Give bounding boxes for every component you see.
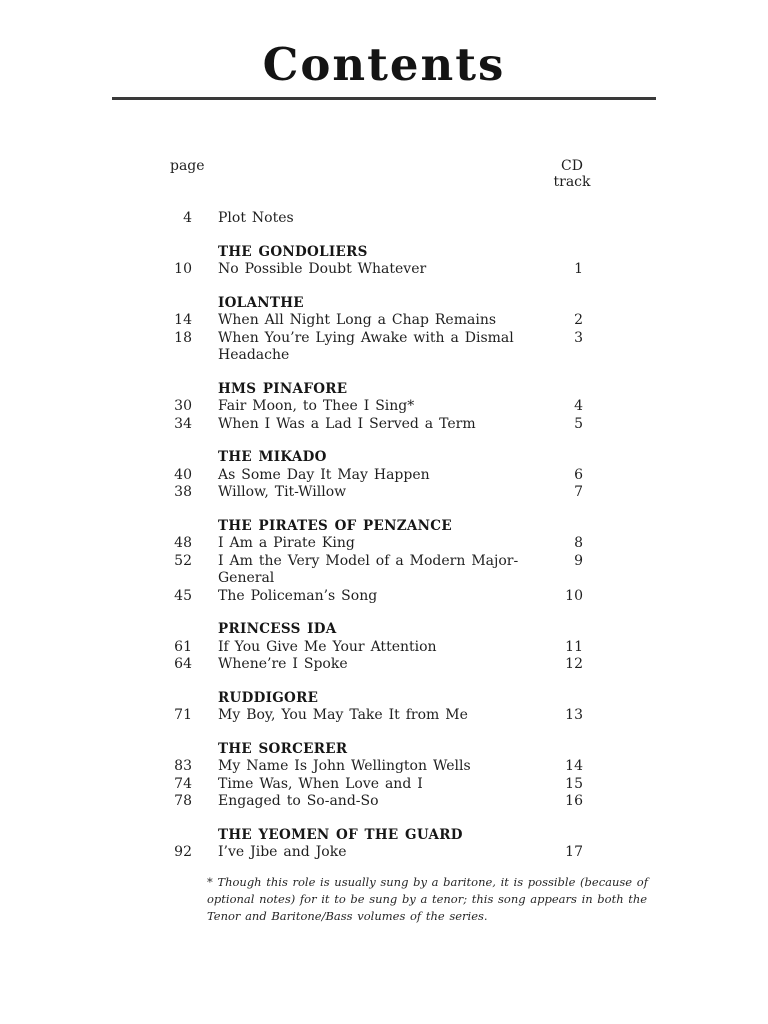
toc-row xyxy=(112,553,583,588)
toc-row xyxy=(112,330,583,365)
section-heading: THE MIKADO xyxy=(218,449,327,465)
footnote: * Though this role is usually sung by a baritone, it is possible (because of optional notes) for it to be sung by a tenor; this song appears in both the Tenor and Baritone/Bass volumes of the series. xyxy=(207,874,648,923)
page-number: 34 xyxy=(174,415,192,432)
toc-row xyxy=(112,467,583,485)
column-headers xyxy=(112,158,656,190)
section-heading: IOLANTHE xyxy=(218,294,304,311)
track-number: 13 xyxy=(565,707,583,723)
toc-row xyxy=(112,416,583,434)
track-number xyxy=(523,210,583,228)
song-title: When I Was a Lad I Served a Term xyxy=(218,415,476,432)
section-heading: RUDDIGORE xyxy=(218,689,319,706)
song-title: I Am a Pirate King xyxy=(218,535,355,551)
section-heading: HMS PINAFORE xyxy=(218,380,348,397)
song-title: Engaged to So-and-So xyxy=(218,793,379,809)
toc-row xyxy=(112,776,583,794)
toc-section xyxy=(112,381,583,434)
track-number: 7 xyxy=(574,484,583,500)
track-number: 8 xyxy=(574,535,583,551)
toc-row xyxy=(112,639,583,657)
page-number: 64 xyxy=(174,656,192,672)
toc-section xyxy=(112,210,583,228)
track-number: 15 xyxy=(565,775,583,792)
toc-section xyxy=(112,621,583,674)
page-number: 61 xyxy=(174,638,192,655)
section-heading: THE PIRATES OF PENZANCE xyxy=(218,517,452,534)
page-number: 30 xyxy=(174,398,192,414)
toc-row xyxy=(112,656,583,674)
song-title: When All Night Long a Chap Remains xyxy=(218,312,497,328)
track-number: 4 xyxy=(574,398,583,414)
toc-content xyxy=(112,158,656,925)
song-title: No Possible Doubt Whatever xyxy=(218,261,427,277)
song-title: Whene’re I Spoke xyxy=(218,656,348,672)
song-title: Willow, Tit-Willow xyxy=(218,484,347,500)
toc-row xyxy=(112,707,583,725)
track-number: 17 xyxy=(565,844,583,860)
section-heading: THE YEOMEN OF THE GUARD xyxy=(218,826,463,843)
song-title: As Some Day It May Happen xyxy=(218,466,430,483)
section-heading: THE SORCERER xyxy=(218,740,348,757)
toc-section xyxy=(112,690,583,725)
page-number: 40 xyxy=(174,466,192,483)
toc-row xyxy=(112,312,583,330)
page-number: 83 xyxy=(174,758,192,774)
toc-section xyxy=(112,827,583,862)
toc-row xyxy=(112,535,583,553)
song-title: My Boy, You May Take It from Me xyxy=(218,707,468,723)
page-number: 52 xyxy=(174,552,192,569)
toc-row xyxy=(112,398,583,416)
track-number: 16 xyxy=(565,793,583,809)
toc-listing xyxy=(112,210,583,862)
page-number: 38 xyxy=(174,484,192,500)
toc-row xyxy=(112,484,583,502)
section-heading: PRINCESS IDA xyxy=(218,621,337,637)
track-number: 5 xyxy=(574,415,583,432)
cd-track-column-header xyxy=(542,158,602,190)
song-title: The Policeman’s Song xyxy=(218,587,378,604)
track-label: track xyxy=(553,174,591,190)
song-title: Fair Moon, to Thee I Sing* xyxy=(218,398,415,414)
song-title: Plot Notes xyxy=(218,210,294,226)
track-number: 10 xyxy=(565,587,583,604)
track-number: 11 xyxy=(565,638,583,655)
page-number: 45 xyxy=(174,587,192,604)
song-title: My Name Is John Wellington Wells xyxy=(218,758,471,774)
track-number: 14 xyxy=(565,758,583,774)
toc-section xyxy=(112,295,583,365)
page-column-header: page xyxy=(170,158,205,174)
track-number: 12 xyxy=(565,656,583,672)
track-number: 3 xyxy=(574,329,583,346)
page-number: 92 xyxy=(174,844,192,860)
page-number: 18 xyxy=(174,329,192,346)
toc-row xyxy=(112,588,583,606)
toc-section xyxy=(112,741,583,811)
page-number: 10 xyxy=(174,261,192,277)
track-number: 1 xyxy=(574,261,583,277)
toc-section xyxy=(112,244,583,279)
track-number: 9 xyxy=(574,552,583,569)
song-title: Time Was, When Love and I xyxy=(218,775,423,792)
toc-row xyxy=(112,793,583,811)
page-number: 4 xyxy=(183,210,192,226)
toc-row xyxy=(112,210,583,228)
track-number: 6 xyxy=(574,466,583,483)
toc-section xyxy=(112,518,583,606)
toc-section xyxy=(112,449,583,502)
song-title: When You’re Lying Awake with a Dismal Headache xyxy=(218,329,514,363)
section-heading: THE GONDOLIERS xyxy=(218,243,368,260)
page-number: 14 xyxy=(174,312,192,328)
toc-row xyxy=(112,261,583,279)
page-number: 74 xyxy=(174,775,192,792)
song-title: I’ve Jibe and Joke xyxy=(218,844,347,860)
song-title: I Am the Very Model of a Modern Major-General xyxy=(218,552,519,586)
page-title: Contents xyxy=(262,38,506,91)
title-rule xyxy=(112,97,656,100)
page-number: 48 xyxy=(174,535,192,551)
page-number: 78 xyxy=(174,793,192,809)
page-number: 71 xyxy=(174,707,192,723)
toc-row xyxy=(112,844,583,862)
track-number: 2 xyxy=(574,312,583,328)
toc-row xyxy=(112,758,583,776)
song-title: If You Give Me Your Attention xyxy=(218,638,437,655)
cd-label: CD xyxy=(561,158,583,174)
